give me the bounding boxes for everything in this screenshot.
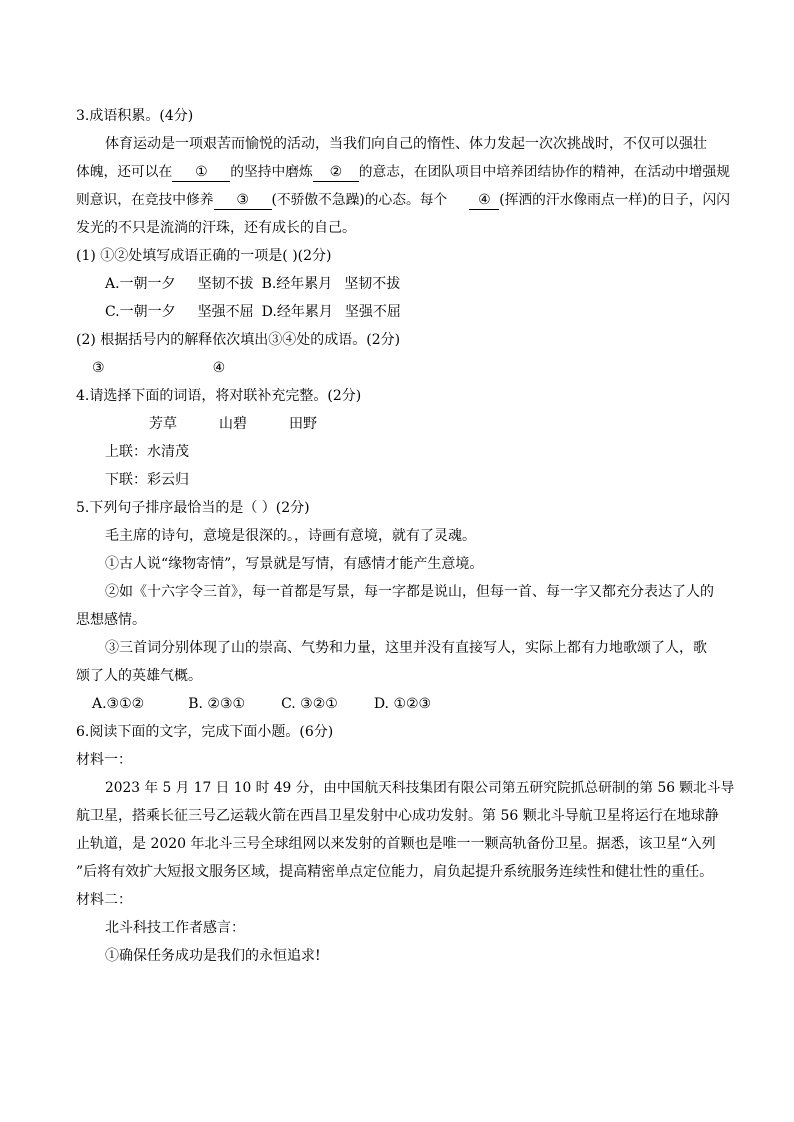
blank-3: ③ [214, 191, 272, 210]
q5-option-c: C. ③②① [281, 696, 338, 712]
q4-heading: 4.请选择下面的词语，将对联补充完整。(2分) [76, 388, 362, 404]
material-1-line-3: 止轨道，是 2020 年北斗三号全球组网以来发射的首颗也是唯一一颗高轨备份卫星。据悉，该卫星“入列 [76, 836, 716, 852]
blank-2: ② [313, 163, 359, 182]
q6-heading: 6.阅读下面的文字，完成下面小题。(6分) [76, 724, 334, 740]
q5-options [92, 694, 431, 714]
material-2-line-2: ①确保任务成功是我们的永恒追求! [105, 948, 321, 964]
option-d: D.经年累月 [261, 304, 333, 320]
q3-passage-line-4: 发光的不只是流淌的汗珠，还有成长的自己。 [76, 220, 356, 236]
material-1-line-1: 2023 年 5 月 17 日 10 时 49 分，由中国航天科技集团有限公司第五研究院抓总研制的第 56 颗北斗导 [105, 780, 735, 796]
option-c: C.一朝一夕 [105, 304, 176, 320]
q3-sub-question-2: (2) 根据括号内的解释依次填出③④处的成语。(2分) [76, 332, 401, 348]
option-b: B.经年累月 [261, 276, 333, 292]
answer-4-label: ④ [212, 360, 226, 376]
q5-sentence-3-cont: 颂了人的英雄气概。 [76, 668, 202, 684]
q5-option-d: D. ①②③ [373, 696, 432, 712]
word-choice: 芳草 [149, 416, 177, 432]
option-a: A.一朝一夕 [105, 276, 176, 292]
word-choice: 山碧 [219, 416, 247, 432]
text-span: 则意识，在竞技中修养 [76, 192, 214, 208]
q3-passage-line-2 [76, 162, 730, 182]
q3-sub-question-1: (1) ①②处填写成语正确的一项是( )(2分) [76, 248, 332, 264]
material-2-label: 材料二： [76, 892, 132, 908]
material-2-line-1: 北斗科技工作者感言： [105, 920, 245, 936]
material-1-line-2: 航卫星，搭乘长征三号乙运载火箭在西昌卫星发射中心成功发射。第 56 颗北斗导航卫星将运行在地球静 [76, 808, 719, 824]
q3-answer-row [92, 358, 225, 378]
q3-options-row-1 [105, 274, 400, 294]
blank-1: ① [172, 163, 230, 182]
q3-passage-line-3 [76, 190, 730, 210]
q5-sentence-2-cont: 思想感情。 [76, 612, 146, 628]
q5-sentence-0: 毛主席的诗句，意境是很深的。，诗画有意境，就有了灵魂。 [105, 528, 476, 544]
option-c-2: 坚强不屈 [197, 304, 254, 320]
q5-heading: 5.下列句子排序最恰当的是（ ）(2分) [76, 500, 310, 516]
text-span: (不骄傲不急躁)的心态。每个 [271, 192, 448, 208]
material-1-label: 材料一： [76, 752, 132, 768]
answer-3-label: ③ [92, 360, 105, 376]
option-b-2: 坚韧不拔 [344, 276, 401, 292]
text-span: 的坚持中磨炼 [230, 164, 313, 180]
blank-4: ④ [469, 191, 499, 210]
word-choice: 田野 [289, 416, 317, 432]
q5-option-b: B. ②③① [188, 696, 246, 712]
q4-upper-couplet: 上联：水清茂 [105, 444, 189, 460]
q5-sentence-3: ③三首词分别体现了山的崇高、气势和力量，这里并没有直接写人，实际上都有力地歌颂了人，歌 [105, 640, 707, 656]
option-a-2: 坚韧不拔 [197, 276, 254, 292]
text-span: 的意志，在团队项目中培养团结协作的精神，在活动中增强规 [358, 164, 731, 180]
q5-option-a: A.③①② [92, 696, 145, 712]
q5-sentence-1: ①古人说“缘物寄情”，写景就是写情，有感情才能产生意境。 [105, 556, 484, 572]
q3-heading: 3.成语积累。(4分) [76, 108, 194, 124]
q4-word-choices [149, 414, 317, 434]
q3-passage-line-1: 体育运动是一项艰苦而愉悦的活动，当我们向自己的惰性、体力发起一次次挑战时，不仅可以强壮 [105, 136, 707, 152]
material-1-line-4: ”后将有效扩大短报文服务区域，提高精密单点定位能力，肩负起提升系统服务连续性和健壮性的重任。 [76, 864, 714, 880]
text-span: (挥洒的汗水像雨点一样)的日子，闪闪 [499, 192, 730, 208]
q4-lower-couplet: 下联：彩云归 [105, 472, 189, 488]
q3-options-row-2 [105, 302, 401, 322]
text-span: 体魄，还可以在 [76, 164, 173, 180]
q5-sentence-2: ②如《十六字令三首》，每一首都是写景，每一字都是说山，但每一首、每一字又都充分表达了人的 [105, 584, 714, 600]
option-d-2: 坚强不屈 [344, 304, 401, 320]
